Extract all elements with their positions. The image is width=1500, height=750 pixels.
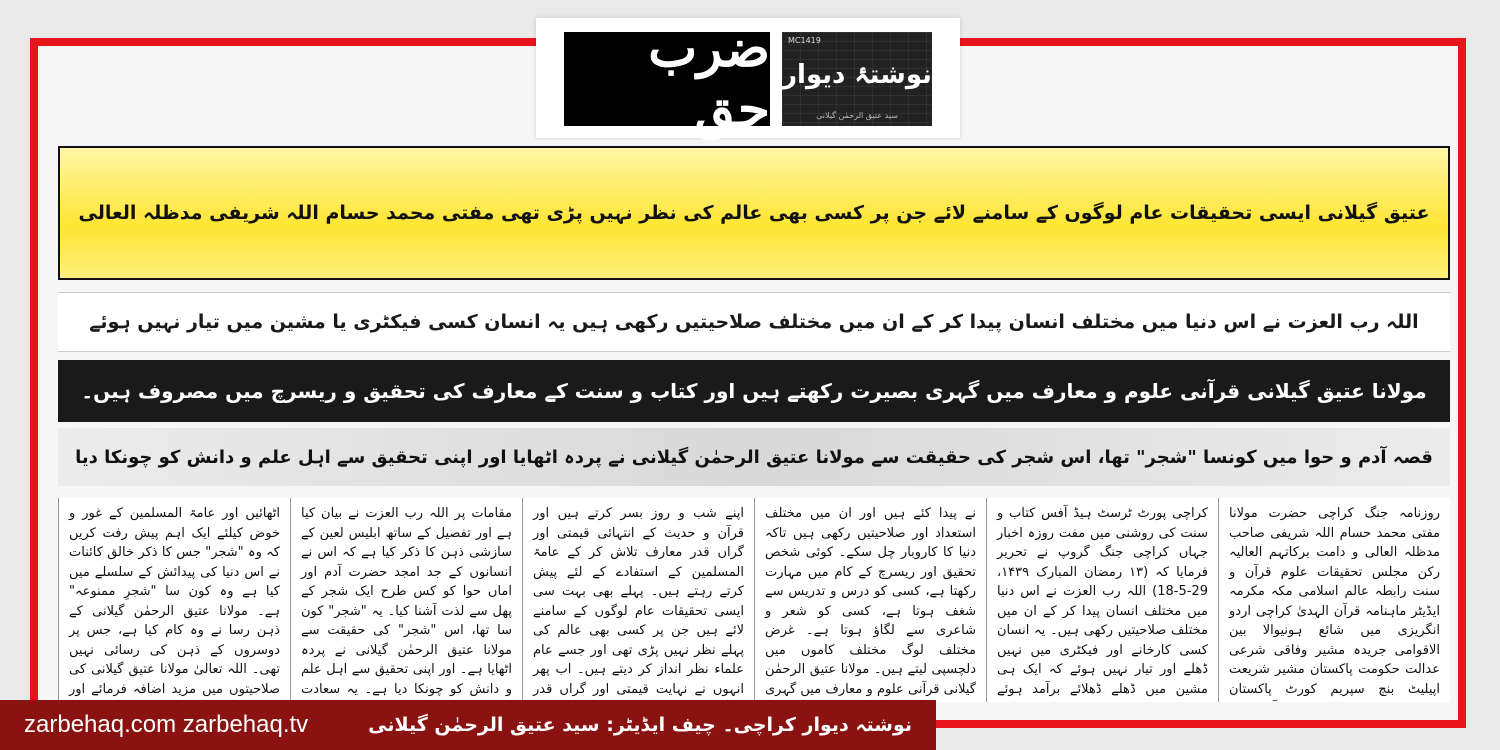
subheading-text-1: اللہ رب العزت نے اس دنیا میں مختلف انسان پیدا کر کے ان میں مختلف صلاحیتیں رکھی ہیں یہ انسان کسی فیکٹری یا مشین میں تیار نہیں ہوئے: [89, 311, 1419, 333]
nawishta-logo-text: نوشتۂ دیوار: [782, 60, 932, 90]
article-column-4: اپنے شب و روز بسر کرتے ہیں اور قرآن و حدیث کے انتہائی قیمتی اور گراں قدر معارف تلاش کر کے عامۃ المسلمین کے استفادے کے لئے پیش کرتے رہتے ہیں۔ پہلے بھی بہت سی ایسی تحقیقات عام لوگوں کے سامنے لائے ہیں جن پر کسی بھی عالم کی پہلے نظر نہیں پڑی تھی اور جسے عام علماء نظر انداز کر دیتے ہیں۔ اب پھر انہوں نے نہایت قیمتی اور گراں قدر: [522, 498, 754, 702]
subheading-band-1: [58, 292, 1450, 352]
article-column-3: نے پیدا کئے ہیں اور ان میں مختلف استعداد اور صلاحیتیں رکھی ہیں تاکہ دنیا کا کاروبار چل سکے۔ کوئی شخص تحقیق اور ریسرچ کے کام میں مہارت رکھتا ہے، کسی کو درس و تدریس سے شغف ہوتا ہے، کسی کو شعر و شاعری سے لگاؤ ہوتا ہے۔ غرض مختلف لوگ مختلف کاموں میں دلچسپی لیتے ہیں۔ مولانا عتیق الرحمٰن گیلانی قرآنی علوم و معارف میں گہری: [754, 498, 986, 702]
subheading-text-2: مولانا عتیق گیلانی قرآنی علوم و معارف میں گہری بصیرت رکھتے ہیں اور کتاب و سنت کے معارف کی تحقیق و ریسرچ میں مصروف ہیں۔: [81, 379, 1427, 403]
article-column-1: روزنامہ جنگ کراچی حضرت مولانا مفتی محمد حسام اللہ شریفی صاحب مدظلہ العالی و دامت برکاتہم العالیہ رکن مجلس تحقیقات علوم قرآن و سنت رابطہ عالم اسلامی مکہ مکرمہ ایڈیٹر ماہنامہ قرآن الہدیٰ کراچی اردو انگریزی میں شائع ہونیوالا بین الاقوامی جریدہ مشیر وفاقی شرعی عدالت حکومت پاکستان مشیر شریعت اپیلیٹ بنچ سپریم کورٹ پاکستان: [1218, 498, 1450, 702]
article-column-2: کراچی پورٹ ٹرسٹ ہیڈ آفس کتاب و سنت کی روشنی میں مفت روزہ اخبار جہاں کراچی جنگ گروپ نے تحریر فرمایا کہ (۱۳ رمضان المبارک ۱۴۳۹، 29-5-18) اللہ رب العزت نے اس دنیا میں مختلف انسان پیدا کر کے ان میں مختلف صلاحیتیں رکھی ہیں۔ یہ انسان کسی کارخانے اور فیکٹری میں نہیں ڈھلے اور تیار نہیں ہوئے کہ ایک ہی مشین میں ڈھلے ڈھلائے برآمد ہوئے: [986, 498, 1218, 702]
zarbehaq-logo[interactable]: [564, 18, 770, 140]
subheading-text-3: قصہ آدم و حوا میں کونسا "شجر" تھا، اس شجر کی حقیقت سے مولانا عتیق الرحمٰن گیلانی نے پردہ اٹھایا اور اپنی تحقیق سے اہل علم و دانش کو چونکا دیا: [75, 446, 1433, 468]
headline-text: عتیق گیلانی ایسی تحقیقات عام لوگوں کے سامنے لائے جن پر کسی بھی عالم کی نظر نہیں پڑی تھی مفتی محمد حسام اللہ شریفی مدظلہ العالی: [78, 202, 1430, 224]
article-column-5: مقامات پر اللہ رب العزت نے بیان کیا ہے اور تفصیل کے ساتھ ابلیس لعین کے سازشی ذہن کا ذکر کیا ہے کہ اس نے انسانوں کے جد امجد حضرت آدم اور اماں حوا کو کس طرح ایک شجر کے پھل سے لذت آشنا کیا۔ یہ "شجر" کون سا تھا، اس "شجر" کی حقیقت سے مولانا عتیق الرحمٰن گیلانی نے پردہ اٹھایا ہے۔ اور اپنی تحقیق سے اہل علم و دانش کو چونکا دیا ہے۔ یہ سعادت: [290, 498, 522, 702]
nawishta-diwar-logo[interactable]: [782, 32, 932, 126]
headline-box: [58, 146, 1450, 280]
footer-website-links[interactable]: zarbehaq.com zarbehaq.tv: [24, 711, 309, 738]
zarbehaq-logo-text: ضرب حق: [648, 18, 770, 140]
logo-code: MC1419: [788, 36, 821, 45]
nawishta-logo-editor: سید عتیق الرحمٰن گیلانی: [816, 111, 898, 120]
article-columns: [58, 498, 1450, 702]
footer-bar: [0, 700, 936, 750]
subheading-band-3: [58, 428, 1450, 486]
article-column-6: اٹھائیں اور عامۃ المسلمین کے غور و خوض کیلئے ایک اہم پیش رفت کریں کہ وہ "شجر" جس کا ذکر خالق کائنات نے اس دنیا کی پیدائش کے سلسلے میں کیا ہے وہ کون سا "شجرِ ممنوعہ" ہے۔ مولانا عتیق الرحمٰن گیلانی کے ذہن رسا نے وہ کام کیا ہے، جس پر دوسروں کے ذہن کی رسائی نہیں تھی۔ اللہ تعالیٰ مولانا عتیق گیلانی کی صلاحیتوں میں مزید اضافہ فرمائے اور: [58, 498, 290, 702]
subheading-band-2: [58, 360, 1450, 422]
footer-credit: نوشتہ دیوار کراچی۔ چیف ایڈیٹر: سید عتیق الرحمٰن گیلانی: [368, 714, 912, 736]
